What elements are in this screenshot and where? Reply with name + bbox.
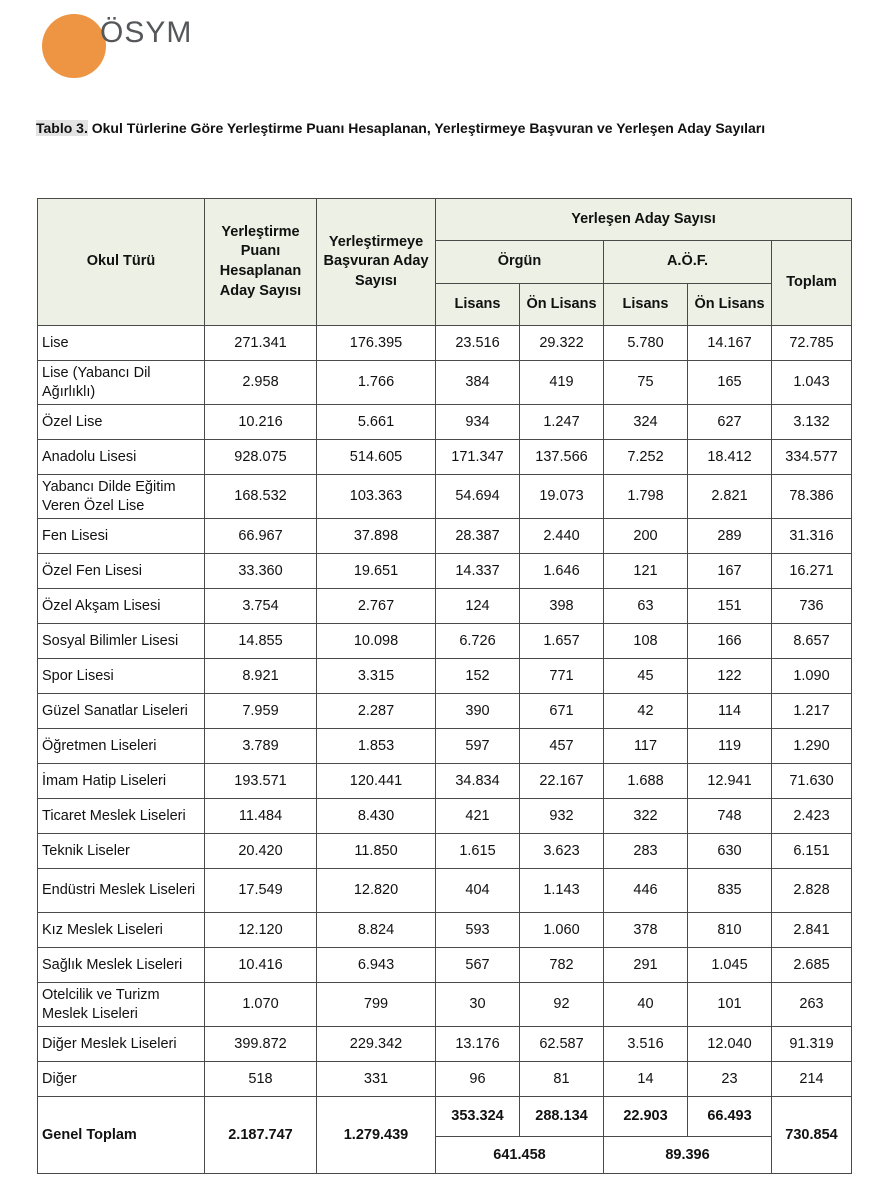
row-value: 92 (520, 983, 604, 1027)
row-value: 81 (520, 1062, 604, 1097)
logo-circle-icon (42, 14, 106, 78)
total-puan: 2.187.747 (205, 1097, 317, 1174)
row-value: 166 (688, 624, 772, 659)
row-value: 5.780 (604, 326, 688, 361)
row-value: 263 (772, 983, 852, 1027)
row-value: 1.070 (205, 983, 317, 1027)
table-row (38, 475, 852, 519)
table-row (38, 554, 852, 589)
row-value: 271.341 (205, 326, 317, 361)
row-value: 14 (604, 1062, 688, 1097)
row-name: Sağlık Meslek Liseleri (38, 948, 205, 983)
row-value: 14.167 (688, 326, 772, 361)
row-value: 1.247 (520, 405, 604, 440)
row-value: 14.337 (436, 554, 520, 589)
row-value: 229.342 (317, 1027, 436, 1062)
row-value: 1.045 (688, 948, 772, 983)
row-value: 1.043 (772, 361, 852, 405)
total-toplam: 730.854 (772, 1097, 852, 1174)
row-value: 934 (436, 405, 520, 440)
total-basvuran: 1.279.439 (317, 1097, 436, 1174)
row-name: Güzel Sanatlar Liseleri (38, 694, 205, 729)
row-value: 782 (520, 948, 604, 983)
row-name: Sosyal Bilimler Lisesi (38, 624, 205, 659)
table-row (38, 913, 852, 948)
header-orgun-lisans: Lisans (436, 284, 520, 326)
row-value: 736 (772, 589, 852, 624)
row-name: Otelcilik ve Turizm Meslek Liseleri (38, 983, 205, 1027)
row-value: 66.967 (205, 519, 317, 554)
row-value: 419 (520, 361, 604, 405)
row-value: 31.316 (772, 519, 852, 554)
row-value: 1.060 (520, 913, 604, 948)
row-value: 331 (317, 1062, 436, 1097)
table-row (38, 440, 852, 475)
row-value: 289 (688, 519, 772, 554)
row-value: 75 (604, 361, 688, 405)
row-value: 10.098 (317, 624, 436, 659)
row-value: 23 (688, 1062, 772, 1097)
total-orgun-lisans: 353.324 (436, 1097, 520, 1137)
row-value: 151 (688, 589, 772, 624)
row-value: 748 (688, 799, 772, 834)
header-okul-turu: Okul Türü (38, 199, 205, 326)
caption-title: Okul Türlerine Göre Yerleştirme Puanı Hesaplanan, Yerleştirmeye Başvuran ve Yerleşen Aday Sayıları (87, 120, 766, 136)
row-value: 152 (436, 659, 520, 694)
row-value: 390 (436, 694, 520, 729)
row-value: 6.726 (436, 624, 520, 659)
row-name: Diğer Meslek Liseleri (38, 1027, 205, 1062)
row-value: 11.484 (205, 799, 317, 834)
row-value: 10.216 (205, 405, 317, 440)
row-value: 42 (604, 694, 688, 729)
row-value: 799 (317, 983, 436, 1027)
row-value: 18.412 (688, 440, 772, 475)
table-row (38, 1027, 852, 1062)
row-name: Yabancı Dilde Eğitim Veren Özel Lise (38, 475, 205, 519)
row-value: 3.623 (520, 834, 604, 869)
row-value: 3.315 (317, 659, 436, 694)
row-value: 101 (688, 983, 772, 1027)
row-value: 137.566 (520, 440, 604, 475)
osym-logo (40, 12, 193, 82)
row-value: 404 (436, 869, 520, 913)
row-name: Ticaret Meslek Liseleri (38, 799, 205, 834)
row-value: 114 (688, 694, 772, 729)
row-value: 421 (436, 799, 520, 834)
data-table (37, 198, 852, 1174)
table-row (38, 1062, 852, 1097)
row-value: 567 (436, 948, 520, 983)
row-value: 291 (604, 948, 688, 983)
row-value: 121 (604, 554, 688, 589)
header-aof-lisans: Lisans (604, 284, 688, 326)
row-name: Özel Akşam Lisesi (38, 589, 205, 624)
row-value: 45 (604, 659, 688, 694)
header-orgun-onlisans: Ön Lisans (520, 284, 604, 326)
row-value: 91.319 (772, 1027, 852, 1062)
row-value: 22.167 (520, 764, 604, 799)
row-value: 171.347 (436, 440, 520, 475)
row-value: 457 (520, 729, 604, 764)
row-value: 810 (688, 913, 772, 948)
row-value: 34.834 (436, 764, 520, 799)
row-value: 29.322 (520, 326, 604, 361)
row-value: 1.615 (436, 834, 520, 869)
row-value: 2.841 (772, 913, 852, 948)
row-value: 13.176 (436, 1027, 520, 1062)
total-orgun-sum: 641.458 (436, 1137, 604, 1174)
row-value: 17.549 (205, 869, 317, 913)
row-value: 20.420 (205, 834, 317, 869)
table-row (38, 624, 852, 659)
row-value: 54.694 (436, 475, 520, 519)
total-aof-lisans: 22.903 (604, 1097, 688, 1137)
row-value: 1.143 (520, 869, 604, 913)
caption-label: Tablo 3. (36, 120, 88, 136)
row-value: 1.090 (772, 659, 852, 694)
row-value: 63 (604, 589, 688, 624)
row-value: 334.577 (772, 440, 852, 475)
row-value: 630 (688, 834, 772, 869)
table-row (38, 799, 852, 834)
header-toplam: Toplam (772, 241, 852, 326)
table-row (38, 834, 852, 869)
table-row (38, 326, 852, 361)
row-value: 71.630 (772, 764, 852, 799)
total-orgun-onlisans: 288.134 (520, 1097, 604, 1137)
row-value: 2.821 (688, 475, 772, 519)
row-value: 8.430 (317, 799, 436, 834)
row-value: 200 (604, 519, 688, 554)
row-value: 176.395 (317, 326, 436, 361)
row-value: 117 (604, 729, 688, 764)
row-value: 168.532 (205, 475, 317, 519)
row-value: 5.661 (317, 405, 436, 440)
table-row (38, 729, 852, 764)
row-value: 1.290 (772, 729, 852, 764)
row-name: Kız Meslek Liseleri (38, 913, 205, 948)
row-value: 3.789 (205, 729, 317, 764)
row-value: 8.657 (772, 624, 852, 659)
row-value: 40 (604, 983, 688, 1027)
row-value: 1.798 (604, 475, 688, 519)
row-name: Lise (38, 326, 205, 361)
row-value: 14.855 (205, 624, 317, 659)
row-value: 72.785 (772, 326, 852, 361)
logo-text: ÖSYM (100, 16, 193, 49)
row-value: 19.651 (317, 554, 436, 589)
header-yerlesen: Yerleşen Aday Sayısı (436, 199, 852, 241)
table-row (38, 948, 852, 983)
row-value: 33.360 (205, 554, 317, 589)
row-value: 932 (520, 799, 604, 834)
row-value: 3.516 (604, 1027, 688, 1062)
row-value: 78.386 (772, 475, 852, 519)
table-caption (36, 120, 765, 136)
row-value: 2.828 (772, 869, 852, 913)
header-aof: A.Ö.F. (604, 241, 772, 284)
row-value: 16.271 (772, 554, 852, 589)
table-row (38, 869, 852, 913)
row-value: 1.766 (317, 361, 436, 405)
row-value: 108 (604, 624, 688, 659)
row-name: Diğer (38, 1062, 205, 1097)
total-aof-sum: 89.396 (604, 1137, 772, 1174)
row-value: 446 (604, 869, 688, 913)
row-value: 324 (604, 405, 688, 440)
row-value: 28.387 (436, 519, 520, 554)
row-value: 193.571 (205, 764, 317, 799)
row-value: 122 (688, 659, 772, 694)
header-aof-onlisans: Ön Lisans (688, 284, 772, 326)
row-value: 12.120 (205, 913, 317, 948)
row-value: 165 (688, 361, 772, 405)
row-value: 10.416 (205, 948, 317, 983)
row-value: 30 (436, 983, 520, 1027)
row-value: 1.217 (772, 694, 852, 729)
total-name: Genel Toplam (38, 1097, 205, 1174)
row-value: 378 (604, 913, 688, 948)
table-row (38, 764, 852, 799)
row-value: 514.605 (317, 440, 436, 475)
row-value: 2.423 (772, 799, 852, 834)
row-value: 37.898 (317, 519, 436, 554)
row-value: 7.252 (604, 440, 688, 475)
table-row (38, 589, 852, 624)
row-value: 12.040 (688, 1027, 772, 1062)
row-value: 19.073 (520, 475, 604, 519)
row-value: 119 (688, 729, 772, 764)
row-value: 167 (688, 554, 772, 589)
row-value: 1.853 (317, 729, 436, 764)
table-row (38, 983, 852, 1027)
row-value: 2.767 (317, 589, 436, 624)
row-name: Özel Fen Lisesi (38, 554, 205, 589)
row-name: Spor Lisesi (38, 659, 205, 694)
row-value: 2.287 (317, 694, 436, 729)
row-name: Özel Lise (38, 405, 205, 440)
row-value: 62.587 (520, 1027, 604, 1062)
total-row (38, 1097, 852, 1137)
row-name: İmam Hatip Liseleri (38, 764, 205, 799)
row-value: 12.941 (688, 764, 772, 799)
row-value: 593 (436, 913, 520, 948)
row-value: 283 (604, 834, 688, 869)
row-value: 3.754 (205, 589, 317, 624)
row-value: 23.516 (436, 326, 520, 361)
row-value: 12.820 (317, 869, 436, 913)
row-value: 671 (520, 694, 604, 729)
row-value: 7.959 (205, 694, 317, 729)
row-value: 6.151 (772, 834, 852, 869)
row-value: 214 (772, 1062, 852, 1097)
row-value: 124 (436, 589, 520, 624)
table-row (38, 405, 852, 440)
header-puan: Yerleştirme Puanı Hesaplanan Aday Sayısı (205, 199, 317, 326)
row-value: 597 (436, 729, 520, 764)
row-value: 518 (205, 1062, 317, 1097)
row-value: 928.075 (205, 440, 317, 475)
row-value: 120.441 (317, 764, 436, 799)
header-orgun: Örgün (436, 241, 604, 284)
total-aof-onlisans: 66.493 (688, 1097, 772, 1137)
row-value: 103.363 (317, 475, 436, 519)
row-value: 8.824 (317, 913, 436, 948)
row-name: Öğretmen Liseleri (38, 729, 205, 764)
table-row (38, 519, 852, 554)
row-value: 96 (436, 1062, 520, 1097)
row-value: 6.943 (317, 948, 436, 983)
row-value: 398 (520, 589, 604, 624)
row-value: 11.850 (317, 834, 436, 869)
row-value: 8.921 (205, 659, 317, 694)
table-body (38, 326, 852, 1174)
table-row (38, 694, 852, 729)
row-value: 835 (688, 869, 772, 913)
row-value: 2.958 (205, 361, 317, 405)
row-value: 1.657 (520, 624, 604, 659)
row-value: 2.685 (772, 948, 852, 983)
row-name: Anadolu Lisesi (38, 440, 205, 475)
row-value: 322 (604, 799, 688, 834)
row-value: 384 (436, 361, 520, 405)
row-value: 2.440 (520, 519, 604, 554)
row-value: 771 (520, 659, 604, 694)
row-name: Fen Lisesi (38, 519, 205, 554)
row-name: Lise (Yabancı Dil Ağırlıklı) (38, 361, 205, 405)
row-value: 1.646 (520, 554, 604, 589)
row-value: 399.872 (205, 1027, 317, 1062)
header-basvuran: Yerleştirmeye Başvuran Aday Sayısı (317, 199, 436, 326)
table-row (38, 361, 852, 405)
row-name: Teknik Liseler (38, 834, 205, 869)
row-value: 627 (688, 405, 772, 440)
row-value: 1.688 (604, 764, 688, 799)
table-row (38, 659, 852, 694)
row-name: Endüstri Meslek Liseleri (38, 869, 205, 913)
row-value: 3.132 (772, 405, 852, 440)
